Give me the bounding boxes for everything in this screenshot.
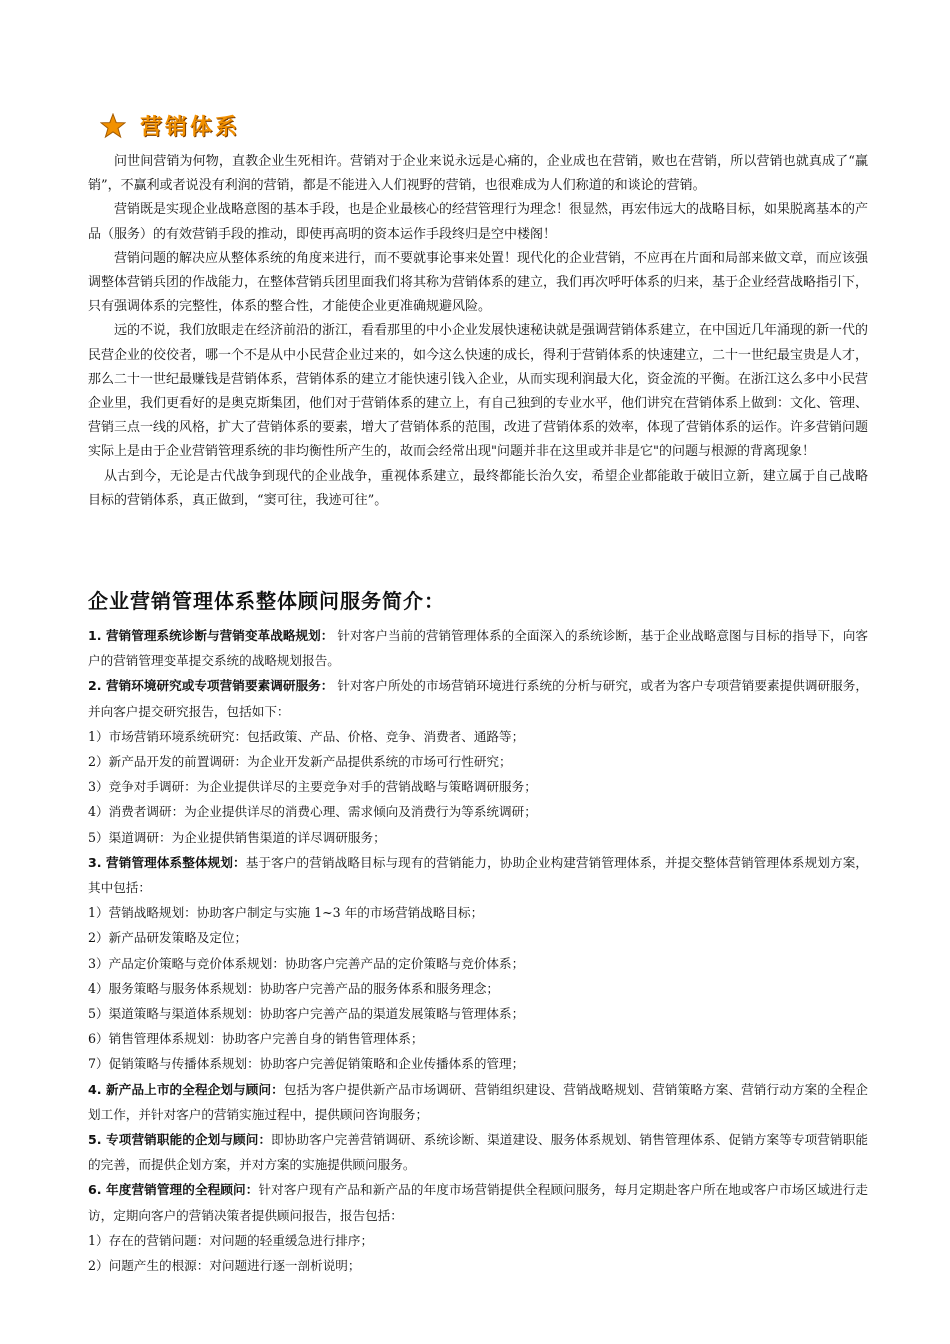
- service-label: 3. 营销管理体系整体规划：: [88, 854, 246, 870]
- service-subitem: [88, 724, 868, 749]
- intro-paragraph: 营销问题的解决应从整体系统的角度来进行，而不要就事论事来处置！现代化的企业营销，不应再在片面和局部来做文章，而应该强调整体营销兵团的作战能力，在整体营销兵团里面我们将其称为营销体系的建立，我们再次呼吁体系的归来，基于企业经营战略指引下，只有强调体系的完整性，体系的整合性，才能使企业更准确规避风险。: [88, 250, 869, 315]
- service-item: [88, 673, 868, 723]
- service-text: 即协助客户完善营销调研、系统诊断、渠道建设、服务体系规划、销售管理体系、促销方案等专项营销职能的完善，而提供企划方案，并对方案的实施提供顾问服务。: [88, 1132, 868, 1173]
- service-text: 2）新产品开发的前置调研：为企业开发新产品提供系统的市场可行性研究；: [88, 754, 512, 770]
- service-text: 4）消费者调研：为企业提供详尽的消费心理、需求倾向及消费行为等系统调研；: [88, 804, 537, 820]
- service-subitem: [88, 900, 868, 925]
- service-text: 6）销售管理体系规划：协助客户完善自身的销售管理体系；: [88, 1031, 424, 1047]
- service-text: 包括为客户提供新产品市场调研、营销组织建设、营销战略规划、营销策略方案、营销行动方案的全程企划工作，并针对客户的营销实施过程中，提供顾问咨询服务；: [88, 1081, 869, 1122]
- services-title: 企业营销管理体系整体顾问服务简介：: [88, 589, 445, 613]
- service-text: 针对客户当前的营销管理体系的全面深入的系统诊断，基于企业战略意图与目标的指导下，向客户的营销管理变革提交系统的战略规划报告。: [88, 628, 868, 669]
- service-text: 5）渠道调研：为企业提供销售渠道的详尽调研服务；: [88, 829, 386, 845]
- service-item: [88, 1077, 868, 1127]
- service-subitem: [88, 925, 868, 950]
- service-text: 4）服务策略与服务体系规划：协助客户完善产品的服务体系和服务理念；: [88, 980, 500, 996]
- service-subitem: [88, 1026, 868, 1051]
- service-subitem: [88, 799, 868, 824]
- service-text: 7）促销策略与传播体系规划：协助客户完善促销策略和企业传播体系的管理；: [88, 1056, 525, 1072]
- intro-text: [88, 150, 868, 513]
- service-subitem: [88, 774, 868, 799]
- service-item: [88, 1127, 868, 1177]
- service-subitem: [88, 976, 868, 1001]
- service-label: 5. 专项营销职能的企划与顾问：: [88, 1132, 272, 1148]
- heading-title: 营销体系: [140, 115, 241, 140]
- service-text: 1）市场营销环境系统研究：包括政策、产品、价格、竞争、消费者、通路等；: [88, 728, 525, 744]
- intro-paragraph: 从古到今，无论是古代战争到现代的企业战争，重视体系建立，最终都能长治久安，希望企业都能敢于破旧立新，建立属于自己战略目标的营销体系，真正做到，“窦可往，我迹可往”。: [88, 468, 868, 508]
- service-item: [88, 1177, 868, 1227]
- service-label: 4. 新产品上市的全程企划与顾问：: [88, 1081, 284, 1097]
- service-subitem: [88, 749, 868, 774]
- star-icon: [100, 113, 126, 139]
- service-subitem: [88, 951, 868, 976]
- service-text: 针对客户现有产品和新产品的年度市场营销提供全程顾问服务，每月定期赴客户所在地或客户市场区域进行走访，定期向客户的营销决策者提供顾问报告，报告包括：: [88, 1182, 868, 1223]
- service-label: 6. 年度营销管理的全程顾问：: [88, 1182, 259, 1198]
- service-text: 3）产品定价策略与竞价体系规划：协助客户完善产品的定价策略与竞价体系；: [88, 955, 525, 971]
- service-text: 5）渠道策略与渠道体系规划：协助客户完善产品的渠道发展策略与管理体系；: [88, 1006, 525, 1022]
- service-subitem: [88, 1051, 868, 1076]
- service-subitem: [88, 1253, 868, 1278]
- service-text: 基于客户的营销战略目标与现有的营销能力，协助企业构建营销管理体系，并提交整体营销管理体系规划方案，其中包括：: [88, 854, 868, 896]
- service-label: 1. 营销管理系统诊断与营销变革战略规划：: [88, 628, 334, 643]
- intro-paragraph: 营销既是实现企业战略意图的基本手段，也是企业最核心的经营管理行为理念！很显然，再宏伟远大的战略目标，如果脱离基本的产品（服务）的有效营销手段的推动，即使再高明的资本运作手段终归是空中楼阁！: [88, 202, 869, 242]
- service-subitem: [88, 1001, 868, 1026]
- service-text: 1）营销战略规划：协助客户制定与实施 1~3 年的市场营销战略目标；: [88, 905, 484, 921]
- service-subitem: [88, 1228, 868, 1253]
- service-item: [88, 623, 868, 673]
- services-list: [88, 623, 868, 1278]
- service-text: 2）新产品研发策略及定位；: [88, 930, 248, 946]
- section-heading: [100, 110, 240, 141]
- service-text: 1）存在的营销问题：对问题的轻重缓急进行排序；: [88, 1232, 374, 1248]
- service-label: 2. 营销环境研究或专项营销要素调研服务：: [88, 678, 334, 694]
- service-text: 3）竞争对手调研：为企业提供详尽的主要竞争对手的营销战略与策略调研服务；: [88, 779, 537, 795]
- service-item: [88, 850, 868, 900]
- intro-paragraph: 远的不说，我们放眼走在经济前沿的浙江，看看那里的中小企业发展快速秘诀就是强调营销体系建立，在中国近几年涌现的新一代的民营企业的佼佼者，哪一个不是从中小民营企业过来的，如今这么快速的成长，得利于营销体系的快速建立，二十一世纪最宝贵是人才，那么二十一世纪最赚钱是营销体系，营销体系的建立才能快速引钱入企业，从而实现利润最大化，资金流的平衡。在浙江这么多中小民营企业里，我们更看好的是奥克斯集团，他们对于营销体系的建立上，有自己独到的专业水平，他们讲究在营销体系上做到：文化、管理、营销三点一线的风格，扩大了营销体系的要素，增大了营销体系的范围，改进了营销体系的效率，体现了营销体系的运作。许多营销问题实际上是由于企业营销管理系统的非均衡性所产生的，故而会经常出现"问题并非在这里或并非是它"的问题与根源的背离现象！: [88, 323, 869, 460]
- service-text: 2）问题产生的根源：对问题进行逐一剖析说明；: [88, 1258, 361, 1274]
- intro-paragraph: 问世间营销为何物，直教企业生死相许。营销对于企业来说永远是心痛的，企业成也在营销，败也在营销，所以营销也就真成了“赢销”，不赢利或者说没有利润的营销，都是不能进入人们视野的营销，也很难成为人们称道的和谈论的营销。: [88, 154, 868, 194]
- service-text: 针对客户所处的市场营销环境进行系统的分析与研究，或者为客户专项营销要素提供调研服务，并向客户提交研究报告，包括如下：: [88, 678, 868, 719]
- service-subitem: [88, 825, 868, 850]
